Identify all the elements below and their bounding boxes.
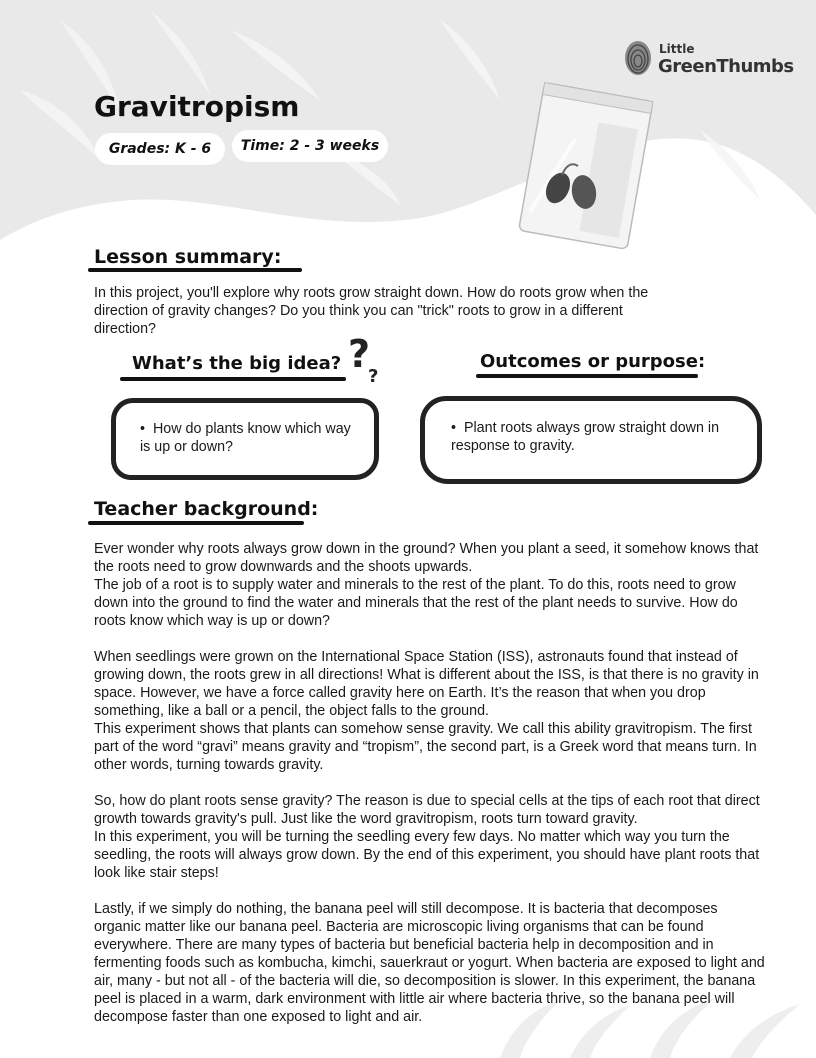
seed-bag-icon <box>500 80 660 255</box>
grades-badge: Grades: K - 6 <box>95 133 225 165</box>
outcomes-heading: Outcomes or purpose: <box>480 351 706 372</box>
big-idea-bullet: • How do plants know which way is up or down? <box>140 421 351 455</box>
little-green-thumbs-logo <box>622 38 794 82</box>
big-idea-bullet-text: How do plants know which way is up or down? <box>140 421 351 455</box>
thumbprint-icon <box>622 38 654 78</box>
logo-text-greenthumbs: GreenThumbs <box>658 56 794 77</box>
teacher-background-heading: Teacher background: <box>94 498 319 520</box>
question-marks-icon: ? <box>348 332 371 376</box>
logo-text-little: Little <box>659 42 695 56</box>
teacher-background-underline <box>88 521 304 525</box>
lesson-summary-underline <box>88 268 302 272</box>
big-idea-underline <box>120 377 346 381</box>
background-paragraph-6: In this experiment, you will be turning the seedling every few days. No matter which way you turn the seedling, the roots will always grow down. By the end of this experiment, you should have plant roots that look like stair steps! <box>94 829 760 881</box>
lesson-summary-heading: Lesson summary: <box>94 246 282 268</box>
time-badge: Time: 2 - 3 weeks <box>232 130 388 162</box>
background-paragraph-2: The job of a root is to supply water and minerals to the rest of the plant. To do this, roots need to grow down into the ground to find the water and minerals that the rest of the plant needs to survive. How do roots know which way is up or down? <box>94 577 738 629</box>
question-marks-icon-small: ? <box>368 366 379 387</box>
background-paragraph-1: Ever wonder why roots always grow down in the ground? When you plant a seed, it somehow knows that the roots need to grow downwards and the shoots upwards. <box>94 541 759 575</box>
background-paragraph-3: When seedlings were grown on the International Space Station (ISS), astronauts found that instead of growing down, the roots grew in all directions! What is different about the ISS, is that there is no gravity in space. However, we have a force called gravity here on Earth. It’s the reason that when you drop something, like a ball or a pencil, the object falls to the ground. <box>94 649 759 719</box>
big-idea-heading: What’s the big idea? <box>132 353 342 374</box>
big-idea-box <box>111 398 379 480</box>
teacher-background-text <box>94 540 766 1026</box>
outcomes-box <box>420 396 762 484</box>
page-title: Gravitropism <box>94 90 300 123</box>
outcomes-bullet-text: Plant roots always grow straight down in response to gravity. <box>451 420 720 454</box>
background-paragraph-5: So, how do plant roots sense gravity? The reason is due to special cells at the tips of each root that direct growth towards gravity's pull. Just like the word gravitropism, roots turn toward gravity. <box>94 793 760 827</box>
outcomes-bullet: • Plant roots always grow straight down in response to gravity. <box>451 420 720 454</box>
lesson-summary-paragraph: In this project, you'll explore why roots grow straight down. How do roots grow when the direction of gravity changes? Do you think you can "trick" roots to grow in a different direction? <box>94 285 649 337</box>
lesson-summary-text <box>94 284 684 338</box>
background-paragraph-7: Lastly, if we simply do nothing, the banana peel will still decompose. It is bacteria that decomposes organic matter like our banana peel. Bacteria are microscopic living organisms that can be found everywhere. There are many types of bacteria but beneficial bacteria help in decomposition and in fermenting foods such as kombucha, kimchi, sauerkraut or yogurt. When bacteria are exposed to light and air, many - but not all - of the bacteria will die, so decomposition is slower. In this experiment, the banana peel is placed in a warm, dark environment with little air where bacteria thrive, so the banana peel will decompose faster than one exposed to light and air. <box>94 901 765 1025</box>
background-paragraph-4: This experiment shows that plants can somehow sense gravity. We call this ability gravitropism. The first part of the word “gravi” means gravity and “tropism”, the second part, is a Greek word that means turn. In other words, turning towards gravity. <box>94 721 757 773</box>
outcomes-underline <box>476 374 698 378</box>
